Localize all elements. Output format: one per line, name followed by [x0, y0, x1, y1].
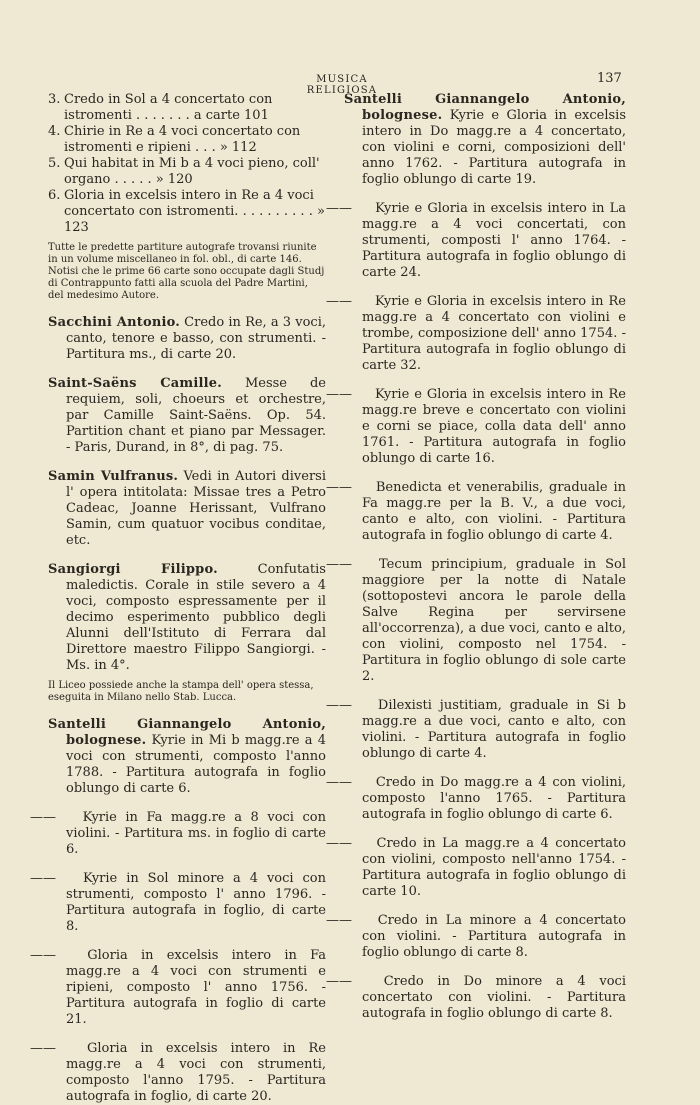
- item-number: 5.: [48, 156, 61, 171]
- composer-name: Samin Vulfranus.: [48, 469, 179, 484]
- entry-text: Credo in Re, a 3 voci, canto, tenore e basso, con strumenti. - Partitura ms., di carte 20.: [66, 315, 327, 362]
- list-item: [48, 124, 326, 156]
- composer-name: Saint-Saëns Camille.: [48, 376, 222, 391]
- dash-entry: [326, 557, 626, 685]
- dash-entry: [326, 913, 626, 961]
- dash-entry: [30, 871, 326, 935]
- entry-text: Kyrie in Mi b magg.re a 4 voci con strumenti, composto l'anno 1788. - Partitura autografa in foglio oblungo di carte 6.: [66, 733, 326, 796]
- catalog-entry: [48, 469, 326, 549]
- item-text: Qui habitat in Mi b a 4 voci pieno, coll' organo . . . . . » 120: [64, 156, 320, 187]
- left-column: [30, 92, 327, 1105]
- entry-text: Tecum principium, graduale in Sol maggiore per la notte di Natale (sottopostevi ancora le parole della Salve Regina per servirsene all'occorrenza), a due voci, canto e alto, con violini, composto nel 1754. - Partitura in foglio oblungo di sole carte 2.: [362, 557, 626, 684]
- numbered-list: [48, 92, 326, 236]
- em-dash: ——: [30, 871, 56, 886]
- entry-text: Kyrie e Gloria in excelsis intero in Re magg.re a 4 concertato con violini e trombe, composizione dell' anno 1754. - Partitura autografa in foglio oblungo di carte 32.: [362, 294, 626, 373]
- em-dash: ——: [326, 836, 352, 851]
- entry-text: Credo in La magg.re a 4 concertato con violini, composto nell'anno 1754. - Partitura autografa in foglio oblungo di carte 10.: [362, 836, 626, 899]
- list-item: [48, 156, 326, 188]
- entry-text: Credo in La minore a 4 concertato con violini. - Partitura autografa in foglio oblungo di carte 8.: [362, 913, 626, 960]
- item-number: 3.: [48, 92, 61, 107]
- em-dash: ——: [326, 775, 352, 790]
- item-text: Gloria in excelsis intero in Re a 4 voci concertato con istromenti. . . . . . . . . . » 123: [64, 188, 325, 235]
- item-text: Chirie in Re a 4 voci concertato con istromenti e ripieni . . . » 112: [64, 124, 301, 155]
- em-dash: ——: [30, 810, 56, 825]
- em-dash: ——: [30, 1041, 56, 1056]
- running-title: MUSICA RELIGIOSA: [306, 74, 378, 96]
- item-number: 4.: [48, 124, 61, 139]
- right-column: [326, 92, 627, 1022]
- dash-entry: [30, 1041, 326, 1105]
- dash-entry: [326, 201, 626, 281]
- dash-entry: [30, 810, 326, 858]
- dash-entry: [326, 480, 626, 544]
- footnote: Tutte le predette partiture autografe trovansi riunite in un volume miscellaneo in fol. obl., di carte 146. Notisi che le prime 66 carte sono occupate dagli Studj di Contrappunto fatti alla scuola del Padre Martini, del medesimo Autore.: [48, 242, 325, 301]
- em-dash: ——: [30, 948, 56, 963]
- em-dash: ——: [326, 387, 352, 402]
- entry-text: Credo in Do minore a 4 voci concertato con violini. - Partitura autografa in foglio oblungo di carte 8.: [362, 974, 626, 1021]
- entry-text: Kyrie in Sol minore a 4 voci con strumenti, composto l' anno 1796. - Partitura autografa in foglio, di carte 8.: [66, 871, 326, 934]
- em-dash: ——: [326, 294, 352, 309]
- entry-text: Vedi in Autori diversi l' opera intitolata: Missae tres a Petro Cadeac, Joanne Herissant, Vulfrano Samin, cum quatuor vocibus conditae, etc.: [66, 469, 326, 548]
- entry-text: Kyrie e Gloria in excelsis intero in La magg.re a 4 voci concertati, con strumenti, composti l' anno 1764. - Partitura autografa in foglio oblungo di carte 24.: [362, 201, 626, 280]
- item-text: Credo in Sol a 4 concertato con istromenti . . . . . . . a carte 101: [64, 92, 273, 123]
- em-dash: ——: [326, 974, 352, 989]
- dash-entry: [30, 948, 326, 1028]
- em-dash: ——: [326, 913, 352, 928]
- catalog-entry: [344, 92, 626, 188]
- catalog-entry: [48, 315, 326, 363]
- entry-text: Kyrie e Gloria in excelsis intero in Re magg.re breve e concertato con violini e corni se piace, colla data dell' anno 1761. - Partitura autografa in foglio oblungo di carte 16.: [362, 387, 626, 466]
- dash-entry: [326, 387, 626, 467]
- catalog-entry: [48, 717, 326, 797]
- list-item: [48, 92, 326, 124]
- composer-name: Santelli Giannangelo Antonio, bolognese.: [48, 717, 326, 748]
- dash-entry: [326, 775, 627, 823]
- entry-text: Benedicta et venerabilis, graduale in Fa magg.re per la B. V., a due voci, canto e alto, con violini. - Partitura autografa in foglio oblungo di carte 4.: [362, 480, 626, 543]
- dash-entry: [326, 698, 626, 762]
- composer-name: Sangiorgi Filippo.: [48, 562, 218, 577]
- item-number: 6.: [48, 188, 61, 203]
- dash-entry: [326, 294, 626, 374]
- list-item: [48, 188, 326, 236]
- catalog-entry: [48, 562, 326, 674]
- entry-text: Confutatis maledictis. Corale in stile severo a 4 voci, composto espressamente per il decimo esperimento pubblico degli Alunni dell'Istituto di Ferrara dal Direttore maestro Filippo Sangiorgi. - Ms. in 4°.: [66, 562, 326, 673]
- em-dash: ——: [326, 557, 352, 572]
- composer-name: Sacchini Antonio.: [48, 315, 180, 330]
- catalog-entry: [48, 376, 326, 456]
- entry-text: Credo in Do magg.re a 4 con violini, composto l'anno 1765. - Partitura autografa in foglio oblungo di carte 6.: [362, 775, 627, 822]
- entry-text: Gloria in excelsis intero in Fa magg.re a 4 voci con strumenti e ripieni, composto l' anno 1756. - Partitura autografa in foglio di carte 21.: [66, 948, 326, 1027]
- dash-entry: [326, 836, 626, 900]
- entry-text: Kyrie in Fa magg.re a 8 voci con violini. - Partitura ms. in foglio di carte 6.: [66, 810, 326, 857]
- composer-name: Santelli Giannangelo Antonio, bolognese.: [344, 92, 626, 123]
- footnote: Il Liceo possiede anche la stampa dell' opera stessa, eseguita in Milano nello Stab. Lucca.: [48, 680, 314, 703]
- entry-text: Dilexisti justitiam, graduale in Si b magg.re a due voci, canto e alto, con violini. - Partitura autografa in foglio oblungo di carte 4.: [362, 698, 626, 761]
- em-dash: ——: [326, 698, 352, 713]
- entry-text: Messe de requiem, soli, choeurs et orchestre, par Camille Saint-Saëns. Op. 54. Partition chant et piano par Messager. - Paris, Durand, in 8°, di pag. 75.: [66, 376, 326, 455]
- page-number: 137: [597, 71, 622, 86]
- em-dash: ——: [326, 201, 352, 216]
- entry-text: Kyrie e Gloria in excelsis intero in Do magg.re a 4 concertato, con violini e corni, composizioni dell' anno 1762. - Partitura autografa in foglio oblungo di carte 19.: [362, 108, 626, 187]
- entry-text: Gloria in excelsis intero in Re magg.re a 4 voci con strumenti, composto l'anno 1795. - Partitura autografa in foglio, di carte 20.: [66, 1041, 326, 1104]
- em-dash: ——: [326, 480, 352, 495]
